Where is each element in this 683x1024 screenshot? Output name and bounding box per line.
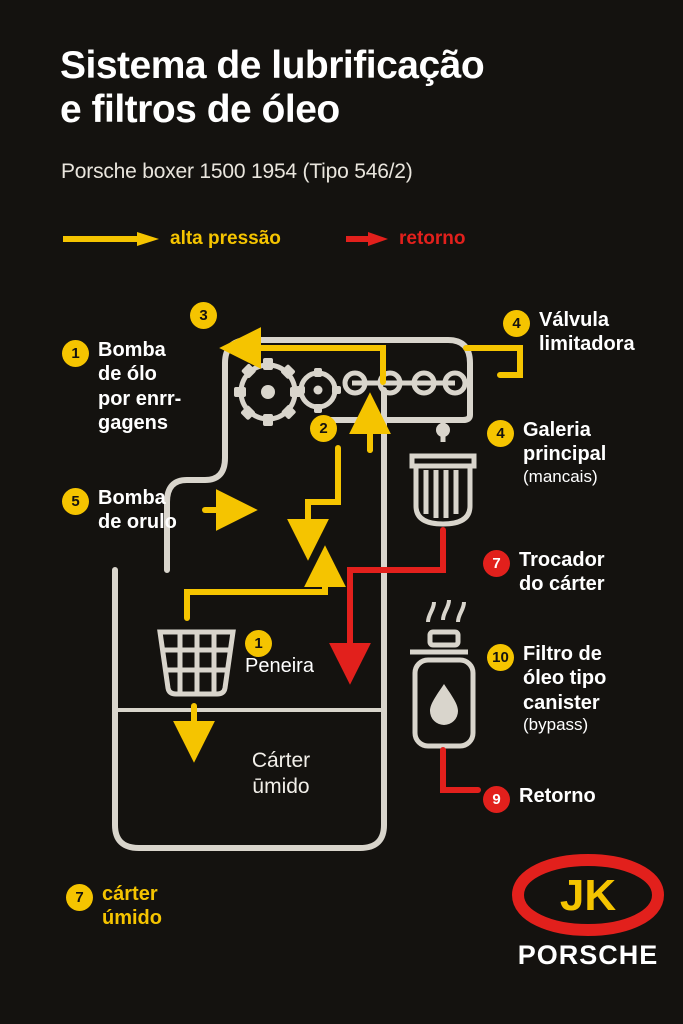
- flow-arrow-pump-down: [308, 448, 338, 538]
- badge-number-7b: 7: [66, 884, 93, 911]
- callout-line-4: (bypass): [523, 715, 589, 735]
- callout-retorno-label: Retorno: [519, 785, 596, 807]
- badge-number-3: 3: [190, 302, 217, 329]
- legend: [61, 228, 621, 262]
- badge-number-4b: 4: [487, 420, 514, 447]
- badge-number-10: 10: [487, 644, 514, 671]
- callout-peneira-label: Peneira: [245, 655, 314, 677]
- callout-marker-3: [190, 300, 217, 329]
- arrow-red-icon: [344, 231, 390, 247]
- badge-number-1b: 1: [245, 630, 272, 657]
- callout-retorno: [483, 784, 678, 813]
- legend-label-high-pressure: alta pressão: [170, 228, 281, 249]
- strainer-basket-icon: [160, 632, 233, 694]
- callout-marker-2: [310, 413, 337, 442]
- callout-valvula-limitadora: [503, 308, 678, 357]
- oil-gallery-icon: [345, 373, 465, 393]
- logo-wordmark: PORSCHE: [517, 940, 659, 970]
- callout-line-2: do cárter: [519, 573, 605, 596]
- callout-bomba-de-oleo: [62, 338, 227, 436]
- jk-logo-mark: [508, 852, 668, 938]
- callout-trocador-do-carter: [483, 548, 678, 597]
- legend-label-return: retorno: [399, 228, 466, 249]
- wet-sump-label-line-2: ūmido: [252, 775, 310, 799]
- jk-monogram-text: JK: [559, 871, 617, 920]
- callout-line-3: canister: [523, 691, 600, 714]
- callout-galeria-principal: [487, 418, 677, 488]
- arrow-yellow-icon: [61, 231, 161, 247]
- title-line-2: e filtros de óleo: [60, 87, 340, 131]
- callout-bomba-de-oleo-label: [98, 338, 181, 436]
- callout-line-2: de ólo: [98, 363, 157, 386]
- callout-filtro-canister: [487, 642, 677, 736]
- callout-line-2: óleo tipo: [523, 667, 607, 690]
- legend-item-high-pressure: [61, 228, 281, 250]
- callout-line-1: Bomba: [98, 487, 166, 509]
- canister-filter-icon: [410, 600, 473, 746]
- callout-line-2: de orulo: [98, 511, 177, 534]
- callout-valvula-label: [539, 308, 635, 357]
- wet-sump-label: [196, 748, 366, 801]
- callout-line-1: Bomba: [98, 339, 166, 361]
- callout-line-2: principal: [523, 443, 607, 466]
- return-leader-filter: [443, 750, 478, 790]
- callout-line-1: Filtro de: [523, 643, 602, 665]
- callout-filtro-label: [523, 642, 606, 736]
- callout-line-1: cárter: [102, 883, 158, 905]
- callout-trocador-label: [519, 548, 605, 597]
- callout-carter-umido-label: [102, 882, 162, 931]
- badge-number-9: 9: [483, 786, 510, 813]
- page-subtitle: Porsche boxer 1500 1954 (Tipo 546/2): [61, 160, 413, 183]
- callout-line-2: limitadora: [539, 333, 635, 356]
- jk-porsche-logo: [508, 852, 668, 972]
- wet-sump-label-line-1: Cárter: [251, 749, 311, 772]
- callout-bomba-orulo-label: [98, 486, 177, 535]
- callout-galeria-label: [523, 418, 606, 488]
- callout-line-4: gagens: [98, 412, 169, 435]
- title-line-1: Sistema de lubrificação: [60, 44, 485, 87]
- badge-number-7a: 7: [483, 550, 510, 577]
- callout-line-1: Trocador: [519, 549, 605, 571]
- badge-number-4a: 4: [503, 310, 530, 337]
- legend-item-return: [344, 228, 466, 250]
- badge-number-2: 2: [310, 415, 337, 442]
- callout-peneira: [245, 628, 314, 678]
- page-title: [60, 44, 660, 131]
- oil-cooler-icon: [412, 422, 474, 524]
- badge-number-5: 5: [62, 488, 89, 515]
- callout-carter-umido-nota: [66, 882, 226, 931]
- badge-number-1: 1: [62, 340, 89, 367]
- callout-bomba-de-orulo: [62, 486, 242, 535]
- callout-line-3: (mancais): [523, 466, 598, 486]
- callout-line-3: por enrr-: [98, 387, 182, 410]
- callout-line-1: Válvula: [539, 309, 610, 331]
- flow-arrow-strainer-to-pump: [187, 568, 325, 618]
- callout-line-2: úmido: [102, 907, 162, 930]
- callout-line-1: Galeria: [523, 419, 591, 441]
